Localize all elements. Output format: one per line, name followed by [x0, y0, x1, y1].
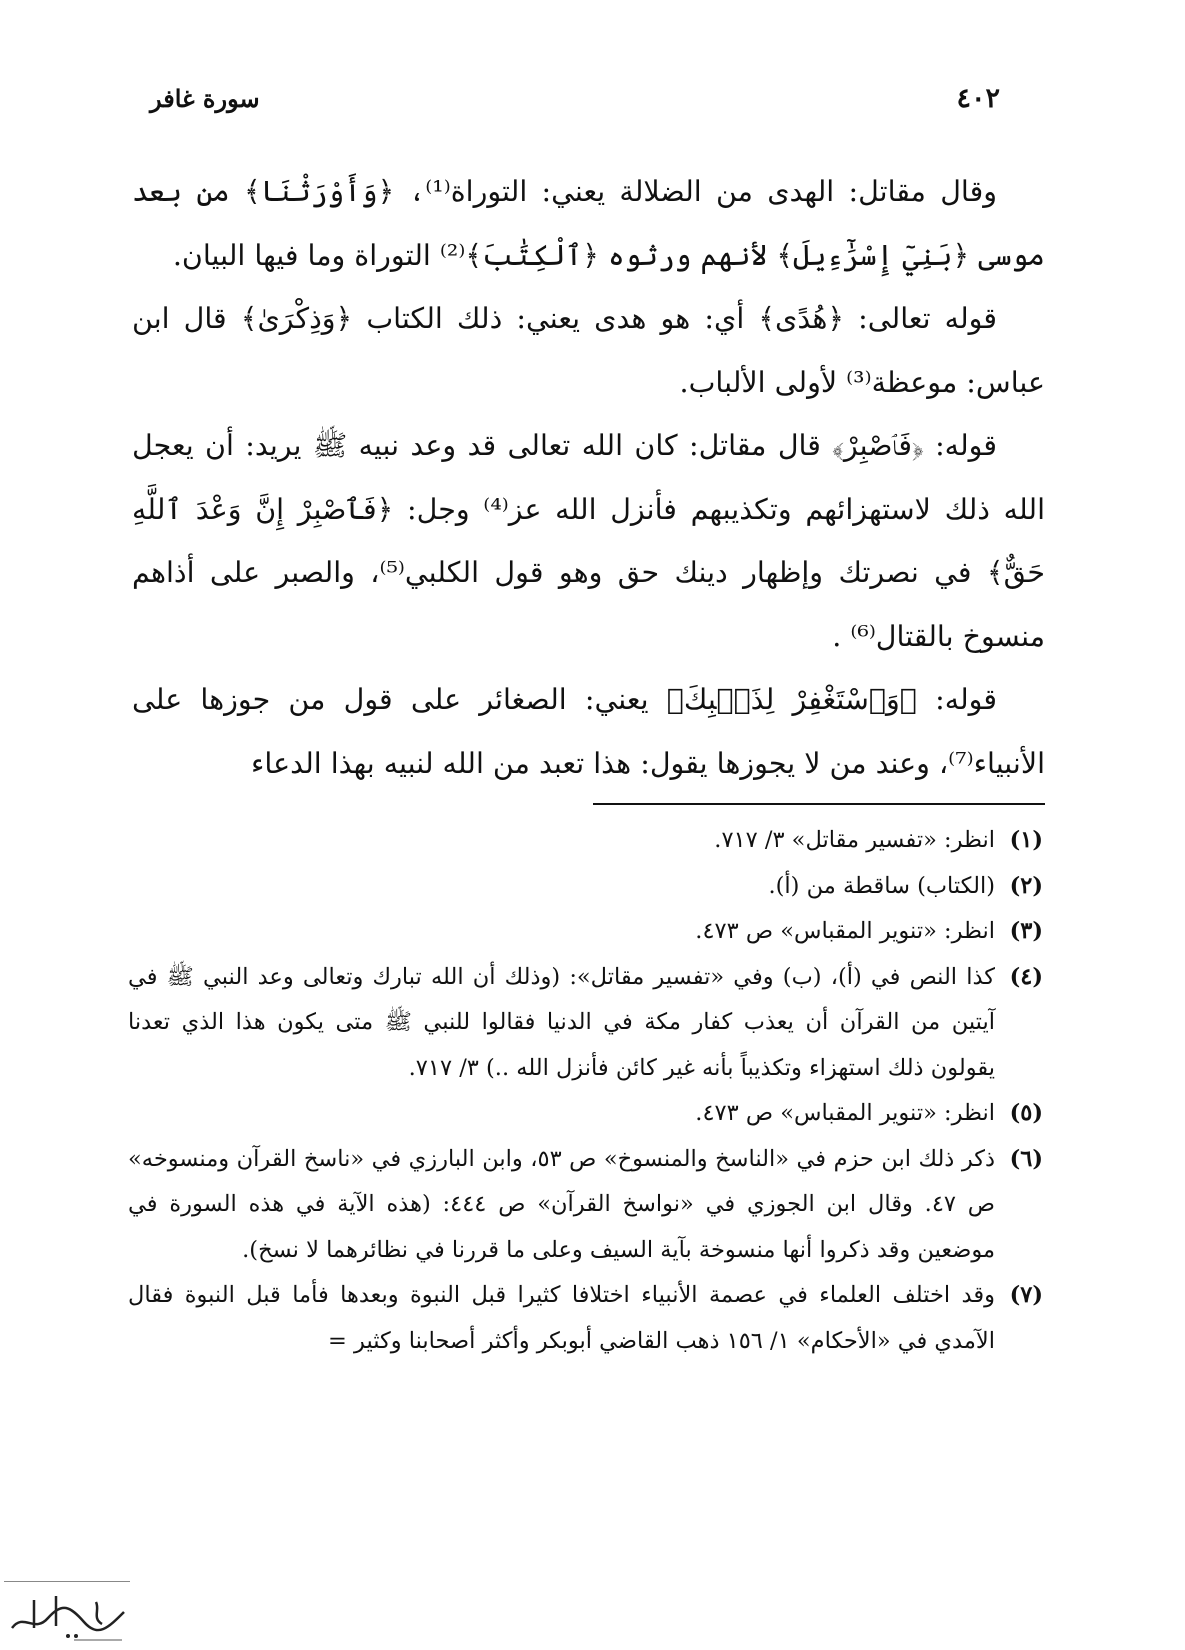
footnote-text: انظر: «تنوير المقباس» ص ٤٧٣. — [695, 1100, 995, 1126]
footnote-text: ذكر ذلك ابن حزم في «الناسخ والمنسوخ» ص ٥٣، وابن البارزي في «ناسخ القرآن ومنسوخه» ص ٤٧. وقال ابن الجوزي في «نواسخ القرآن» ص ٤٤٤: (هذه الآية في هذه السورة في موضعين وقد ذكروا أنها منسوخة بآية السيف وعلى ما قررنا في نظائرهما لا نسخ). — [128, 1145, 996, 1263]
footnote-text: كذا النص في (أ)، (ب) وفي «تفسير مقاتل»: (وذلك أن الله تبارك وتعالى وعد النبي ﷺ في آيتين من القرآن أن يعذب كفار مكة في الدنيا فقالوا للنبي ﷺ متى يكون هذا الذي تعدنا يقولون ذلك استهزاء وتكذيباً بأنه غير كائن فأنزل الله ..) ٣/ ٧١٧. — [128, 963, 995, 1081]
footnote-2 — [128, 864, 1043, 910]
footnote-text: وقد اختلف العلماء في عصمة الأنبياء اختلافا كثيرا قبل النبوة وبعدها فأما قبل النبوة فقال الآمدي في «الأحكام» ١/ ١٥٦ ذهب القاضي أبوبكر وأكثر أصحابنا وكثير = — [128, 1282, 995, 1354]
footnote-3 — [128, 909, 1043, 955]
footnote-4 — [128, 955, 1043, 1092]
surah-title: سورة غافر — [150, 83, 260, 113]
footnotes — [128, 818, 1043, 1364]
footnote-number: (٤) — [1009, 963, 1043, 990]
footnote-7 — [128, 1273, 1043, 1364]
footnote-separator — [593, 803, 1045, 805]
paragraph-4: قوله: ﴿وَٱسْتَغْفِرْ لِذَنۢبِكَ﴾ يعني: الصغائر على قول من جوزها على الأنبياء⁽⁷⁾، وعند من لا يجوزها يقول: هذا تعبد من الله لنبيه بهذا الدعاء — [132, 683, 1045, 780]
footnote-number: (٧) — [1009, 1282, 1043, 1308]
footnote-number: (٣) — [1009, 918, 1043, 944]
footnote-number: (٥) — [1009, 1100, 1043, 1126]
main-text — [132, 160, 1045, 795]
footnote-1 — [128, 818, 1043, 864]
footnote-text: انظر: «تنوير المقباس» ص ٤٧٣. — [695, 918, 995, 944]
publisher-logo-icon — [4, 1581, 130, 1646]
footnote-5 — [128, 1091, 1043, 1137]
footnote-number: (٦) — [1009, 1145, 1043, 1172]
page-header — [150, 78, 1000, 118]
footnote-6 — [128, 1137, 1043, 1274]
footnote-number: (١) — [1009, 827, 1043, 853]
footnote-number: (٢) — [1009, 872, 1043, 899]
paragraph-3: قوله: ﴿فَٱصْبِرْ﴾ قال مقاتل: كان الله تعالى قد وعد نبيه ﷺ يريد: أن يعجل الله ذلك لاستهزائهم وتكذيبهم فأنزل الله عز⁽⁴⁾ وجل: ﴿فَٱصْبِرْ إِنَّ وَعْدَ ٱللَّهِ حَقٌّ﴾ في نصرتك وإظهار دينك حق وهو قول الكلبي⁽⁵⁾، والصبر على أذاهم منسوخ بالقتال⁽⁶⁾ . — [132, 429, 1045, 653]
footnote-text: (الكتاب) ساقطة من (أ). — [768, 872, 995, 899]
footnote-text: انظر: «تفسير مقاتل» ٣/ ٧١٧. — [714, 827, 995, 853]
paragraph-2: قوله تعالى: ﴿هُدًى﴾ أي: هو هدى يعني: ذلك الكتاب ﴿وَذِكْرَىٰ﴾ قال ابن عباس: موعظة⁽³⁾ لأولى الألباب. — [132, 302, 1045, 399]
paragraph-1: وقال مقاتل: الهدى من الضلالة يعني: التوراة⁽¹⁾، ﴿وَأَوْرَثْنَا﴾ من بعد موسى ﴿بَنِيٓ إِسْرَٰٓءِيلَ﴾ لأنهم ورثوه ﴿ٱلْكِتَٰبَ﴾⁽²⁾ التوراة وما فيها البيان. — [132, 175, 1045, 272]
page-number: ٤٠٢ — [956, 82, 1000, 114]
